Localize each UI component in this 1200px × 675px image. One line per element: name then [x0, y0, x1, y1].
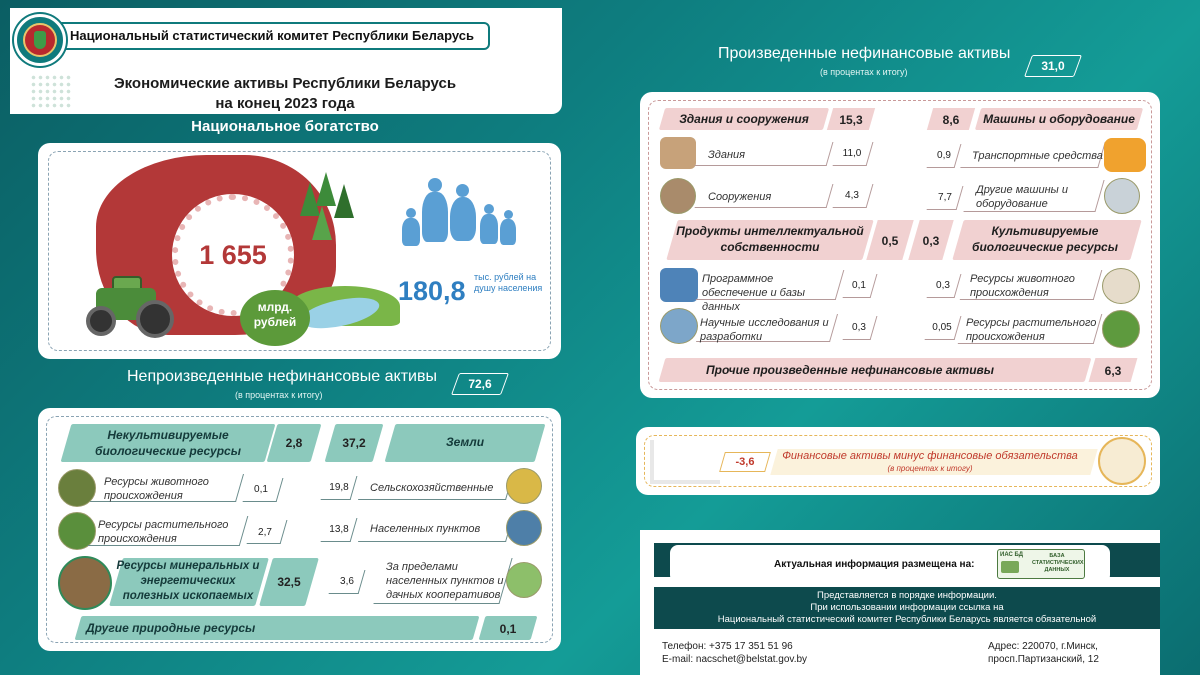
cultivated-label: Культивируемые биологические ресурсы	[972, 224, 1118, 254]
animal-resources-value: 0,1	[254, 484, 268, 495]
tractor-icon	[86, 276, 176, 346]
financial-sub: (в процентах к итогу)	[887, 464, 973, 473]
outside-value: 3,6	[340, 576, 354, 587]
software-label: Программное обеспечение и базы данных	[702, 273, 805, 313]
settlements-value: 13,8	[329, 524, 349, 535]
dots-decoration	[30, 74, 72, 110]
national-wealth-title: Национальное богатство	[191, 118, 379, 135]
finance-person-icon	[1098, 437, 1146, 485]
actual-info-label: Актуальная информация размещена на:	[774, 559, 975, 570]
machinery-value: 8,6	[942, 113, 960, 127]
other-natural-value: 0,1	[499, 622, 517, 636]
cultivated-value: 0,3	[922, 234, 940, 248]
plant-resources-label: Ресурсы растительного происхождения	[98, 519, 229, 545]
bridge-icon	[660, 178, 696, 214]
structures-value: 4,3	[845, 190, 859, 201]
national-wealth-value: 1 655	[199, 240, 267, 270]
stat-database-abbr: ИАС БД	[1000, 552, 1024, 558]
uncultivated-label: Некультивируемые биологические ресурсы	[95, 428, 241, 458]
c-animal-label: Ресурсы животного происхождения	[970, 273, 1075, 299]
belstat-emblem-icon	[14, 14, 66, 66]
stat-database-logo[interactable]	[997, 549, 1085, 579]
other-machinery-label: Другие машины и оборудование	[976, 184, 1068, 210]
agri-value: 19,8	[329, 482, 349, 493]
footer-contacts	[662, 640, 807, 666]
produced-total: 31,0	[1041, 59, 1065, 73]
agri-label: Сельскохозяйственные	[370, 482, 494, 494]
house-icon	[660, 137, 696, 169]
footer-notice-line3: Национальный статистический комитет Республики Беларусь является обязательной	[717, 614, 1097, 625]
footer-address-line1: Адрес: 220070, г.Минск,	[988, 641, 1098, 652]
other-produced-label: Прочие произведенные нефинансовые активы	[705, 363, 995, 377]
countryside-icon	[506, 562, 542, 598]
animal-resources-label: Ресурсы животного происхождения	[104, 476, 209, 502]
wealth-unit-badge	[240, 290, 310, 346]
other-machinery-value: 7,7	[938, 192, 952, 203]
settlements-label: Населенных пунктов	[370, 523, 481, 535]
plant-resources-value: 2,7	[258, 527, 272, 538]
computer-icon	[660, 268, 698, 302]
city-icon	[506, 510, 542, 546]
buildings-structures-label: Здания и сооружения	[679, 112, 809, 126]
software-value: 0,1	[852, 280, 866, 291]
land-label: Земли	[445, 435, 485, 449]
page-title-line2: на конец 2023 года	[215, 95, 355, 112]
organization-name: Национальный статистический комитет Республики Беларусь	[70, 28, 475, 43]
cow-icon	[1102, 268, 1140, 304]
footer-phone: Телефон: +375 17 351 51 96	[662, 641, 793, 652]
agriculture-field-icon	[506, 468, 542, 504]
other-produced-value: 6,3	[1104, 364, 1122, 378]
footer-email[interactable]: E-mail: nacschet@belstat.gov.by	[662, 654, 808, 665]
structures-label: Сооружения	[708, 191, 772, 203]
page-title-line1: Экономические активы Республики Беларусь	[113, 75, 457, 92]
page-title	[80, 74, 490, 114]
footer-notice	[654, 590, 1160, 626]
stat-database-text: БАЗА СТАТИСТИЧЕСКИХ ДАННЫХ	[1032, 553, 1084, 573]
ip-value: 0,5	[881, 234, 899, 248]
c-plant-label: Ресурсы растительного происхождения	[966, 317, 1097, 343]
wealth-unit-line1: млрд.	[257, 300, 293, 314]
rnd-label: Научные исследования и разработки	[700, 317, 829, 343]
footer-address-line2: просп.Партизанский, 12	[988, 654, 1099, 665]
non-produced-total: 72,6	[468, 377, 492, 391]
produced-subtitle: (в процентах к итогу)	[820, 67, 908, 77]
database-icon	[1001, 561, 1019, 573]
buildings-structures-value: 15,3	[839, 113, 863, 127]
footer-address	[988, 640, 1099, 666]
financial-value: -3,6	[735, 456, 755, 468]
wealth-unit-line2: рублей	[253, 315, 297, 329]
non-produced-subtitle: (в процентах к итогу)	[235, 390, 323, 400]
vehicles-label: Транспортные средства	[972, 150, 1103, 162]
machinery-label: Машины и оборудование	[983, 112, 1135, 126]
non-produced-title: Непроизведенные нефинансовые активы	[127, 368, 437, 385]
c-plant-value: 0,05	[932, 322, 952, 333]
minerals-icon	[58, 556, 112, 610]
growth-chart-icon	[650, 440, 720, 484]
ip-label: Продукты интеллектуальной собственности	[676, 224, 864, 254]
vehicles-value: 0,9	[937, 150, 951, 161]
rnd-value: 0,3	[852, 322, 866, 333]
uncultivated-value: 2,8	[285, 436, 303, 450]
land-value: 37,2	[342, 436, 366, 450]
footer-notice-line2: При использовании информации ссылка на	[810, 602, 1004, 613]
financial-label: Финансовые активы минус финансовые обязательства	[782, 450, 1078, 462]
family-icon	[400, 178, 520, 258]
per-capita-value: 180,8	[398, 276, 466, 306]
minerals-label: Ресурсы минеральных и энергетических полезных ископаемых	[116, 560, 260, 602]
c-animal-value: 0,3	[936, 280, 950, 291]
dump-truck-icon	[1104, 138, 1146, 172]
buildings-label: Здания	[708, 149, 745, 161]
scientist-icon	[660, 308, 698, 344]
per-capita-unit: тыс. рублей на душу населения	[474, 272, 543, 293]
outside-label: За пределами населенных пунктов и дачных кооперативов	[386, 561, 504, 601]
equipment-icon	[1104, 178, 1140, 214]
footer-notice-line1: Представляется в порядке информации.	[817, 590, 997, 601]
other-natural-label: Другие природные ресурсы	[86, 621, 256, 635]
tree-icon	[1102, 310, 1140, 348]
minerals-value: 32,5	[277, 575, 301, 589]
produced-title: Произведенные нефинансовые активы	[718, 45, 1011, 62]
buildings-value: 11,0	[842, 148, 862, 159]
